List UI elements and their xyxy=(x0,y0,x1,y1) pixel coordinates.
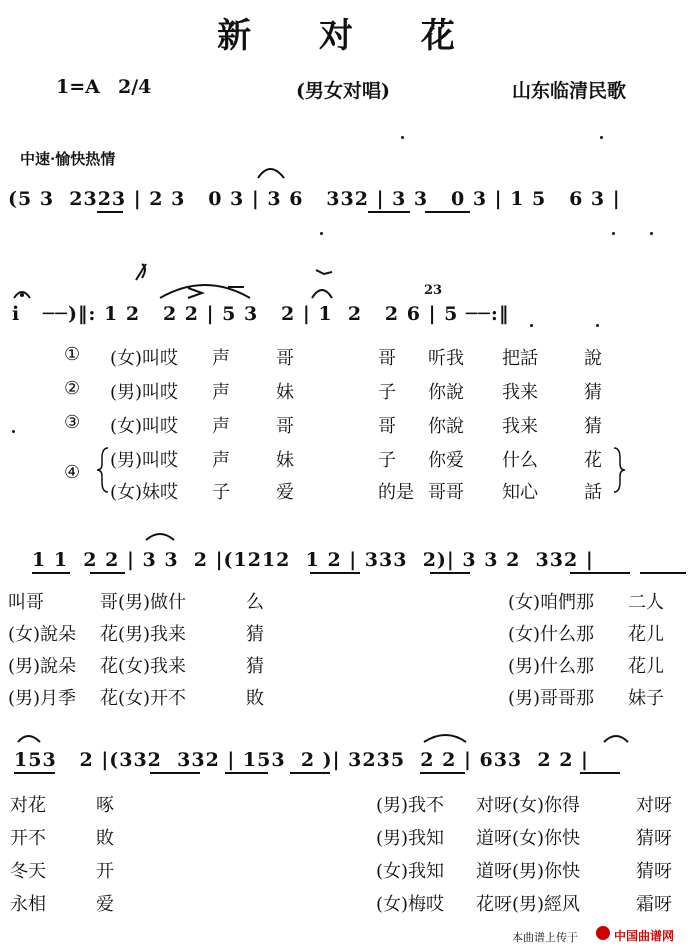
lyric-syllable: 子 xyxy=(378,382,396,403)
lyric-syllable: (男)哥哥那 xyxy=(508,688,595,709)
lyric-syllable: 爱 xyxy=(96,894,114,915)
lyric-syllable: 把話 xyxy=(502,348,538,369)
score-row-4: 153 2 |(332 332 | 153 2 )| 3235 2 2 | 633 2 2 | xyxy=(14,749,589,771)
lyric-syllable: 霜呀 xyxy=(636,894,672,915)
lyric-syllable: 猜呀 xyxy=(636,828,672,849)
song-source: 山东临清民歌 xyxy=(512,80,627,102)
upload-note: 本曲谱上传于 xyxy=(512,931,578,944)
lyric-syllable: (女)妹哎 xyxy=(110,482,179,503)
lyric-syllable: 猜 xyxy=(246,624,264,645)
lyric-syllable: (男)叫哎 xyxy=(110,450,179,471)
lyric-syllable: 花儿 xyxy=(628,656,664,677)
lyric-syllable: (女)我知 xyxy=(376,861,445,882)
lyric-syllable: 花(男)我来 xyxy=(100,624,187,645)
lyric-syllable: 哥 xyxy=(276,348,294,369)
lyric-syllable: (女)叫哎 xyxy=(110,416,179,437)
site-name: 中国曲谱网 xyxy=(614,929,675,943)
grace-note: 23 xyxy=(424,283,443,298)
lyric-syllable: 爱 xyxy=(276,482,294,503)
lyric-syllable: 花呀(男)經风 xyxy=(476,894,581,915)
verse-number: ① xyxy=(64,344,81,365)
lyric-syllable: 叫哥 xyxy=(8,592,44,613)
lyric-syllable: 猜呀 xyxy=(636,861,672,882)
lyric-syllable: 知心 xyxy=(502,482,538,503)
tempo-marking: 中速·愉快热情 xyxy=(20,150,116,168)
lyric-syllable: 道呀(女)你快 xyxy=(476,828,581,849)
site-logo xyxy=(596,926,610,940)
lyric-syllable: 哥 xyxy=(378,348,396,369)
time-signature: 2/4 xyxy=(118,76,152,98)
octave-dot xyxy=(650,232,653,235)
lyric-syllable: 猜 xyxy=(584,382,602,403)
lyric-syllable: (男)月季 xyxy=(8,688,77,709)
octave-dot xyxy=(596,324,599,327)
lyric-syllable: 猜 xyxy=(246,656,264,677)
lyric-syllable: 啄 xyxy=(96,795,114,816)
lyric-syllable: 对花 xyxy=(10,795,46,816)
lyric-syllable: 敗 xyxy=(96,828,114,849)
lyric-syllable: 声 xyxy=(212,382,230,403)
lyric-syllable: 道呀(男)你快 xyxy=(476,861,581,882)
verse-number: ④ xyxy=(64,462,81,483)
lyric-syllable: 子 xyxy=(212,482,230,503)
lyric-syllable: 声 xyxy=(212,450,230,471)
lyric-syllable: 哥 xyxy=(276,416,294,437)
lyric-syllable: 么 xyxy=(246,592,264,613)
lyric-syllable: 二人 xyxy=(628,592,664,613)
lyric-syllable: 开 xyxy=(96,861,114,882)
lyric-syllable: 开不 xyxy=(10,828,46,849)
lyric-syllable: 花 xyxy=(584,450,602,471)
octave-dot xyxy=(600,136,603,139)
lyric-syllable: (男)叫哎 xyxy=(110,382,179,403)
lyric-syllable: 花儿 xyxy=(628,624,664,645)
octave-dot xyxy=(530,324,533,327)
lyric-syllable: 冬天 xyxy=(10,861,46,882)
lyric-syllable: 永相 xyxy=(10,894,46,915)
lyric-syllable: 听我 xyxy=(428,348,464,369)
lyric-syllable: (男)我知 xyxy=(376,828,445,849)
lyric-syllable: 你說 xyxy=(428,416,464,437)
lyric-syllable: (男)說朵 xyxy=(8,656,77,677)
lyric-syllable: 話 xyxy=(584,482,602,503)
lyric-syllable: 对呀 xyxy=(636,795,672,816)
octave-dot xyxy=(320,232,323,235)
lyric-syllable: 的是 xyxy=(378,482,414,503)
lyric-syllable: 敗 xyxy=(246,688,264,709)
lyric-syllable: (女)梅哎 xyxy=(376,894,445,915)
lyric-syllable: 花(女)开不 xyxy=(100,688,187,709)
score-row-1: (5 3 2323 | 2 3 0 3 | 3 6 332 | 3 3 0 3 | 1 5 6 3 | xyxy=(8,188,621,210)
lyric-syllable: 哥(男)做什 xyxy=(100,592,187,613)
lyric-syllable: 子 xyxy=(378,450,396,471)
performers: (男女对唱) xyxy=(296,80,390,102)
lyric-syllable: 妹子 xyxy=(628,688,664,709)
lyric-syllable: 你爱 xyxy=(428,450,464,471)
score-row-3: 1 1 2 2 | 3 3 2 |(1212 1 2 | 333 2)| 3 3 2 332 | xyxy=(32,549,594,571)
lyric-syllable: 說 xyxy=(584,348,602,369)
lyric-syllable: (女)咱們那 xyxy=(508,592,595,613)
verse-number: ③ xyxy=(64,412,81,433)
octave-dot xyxy=(612,232,615,235)
lyric-syllable: 哥哥 xyxy=(428,482,464,503)
lyric-syllable: (女)說朵 xyxy=(8,624,77,645)
lyric-syllable: 我来 xyxy=(502,416,538,437)
lyric-syllable: (女)什么那 xyxy=(508,624,595,645)
lyric-syllable: (女)叫哎 xyxy=(110,348,179,369)
octave-dot xyxy=(12,430,15,433)
lyric-syllable: 声 xyxy=(212,416,230,437)
lyric-syllable: 你說 xyxy=(428,382,464,403)
score-row-2: i ──)‖: 1 2 2 2 | 5 3 2 | 1 2 2 6 | 5 ──:‖ xyxy=(12,303,510,325)
lyric-syllable: 妹 xyxy=(276,450,294,471)
lyric-syllable: 猜 xyxy=(584,416,602,437)
lyric-syllable: (男)我不 xyxy=(376,795,445,816)
key-signature: 1=A xyxy=(56,76,100,98)
lyric-syllable: 声 xyxy=(212,348,230,369)
lyric-syllable: 哥 xyxy=(378,416,396,437)
lyric-syllable: 花(女)我来 xyxy=(100,656,187,677)
lyric-syllable: 妹 xyxy=(276,382,294,403)
lyric-syllable: 什么 xyxy=(502,450,538,471)
lyric-syllable: (男)什么那 xyxy=(508,656,595,677)
verse-number: ② xyxy=(64,378,81,399)
lyric-syllable: 对呀(女)你得 xyxy=(476,795,581,816)
page-title: 新 对 花 xyxy=(217,16,483,56)
octave-dot xyxy=(401,136,404,139)
lyric-syllable: 我来 xyxy=(502,382,538,403)
